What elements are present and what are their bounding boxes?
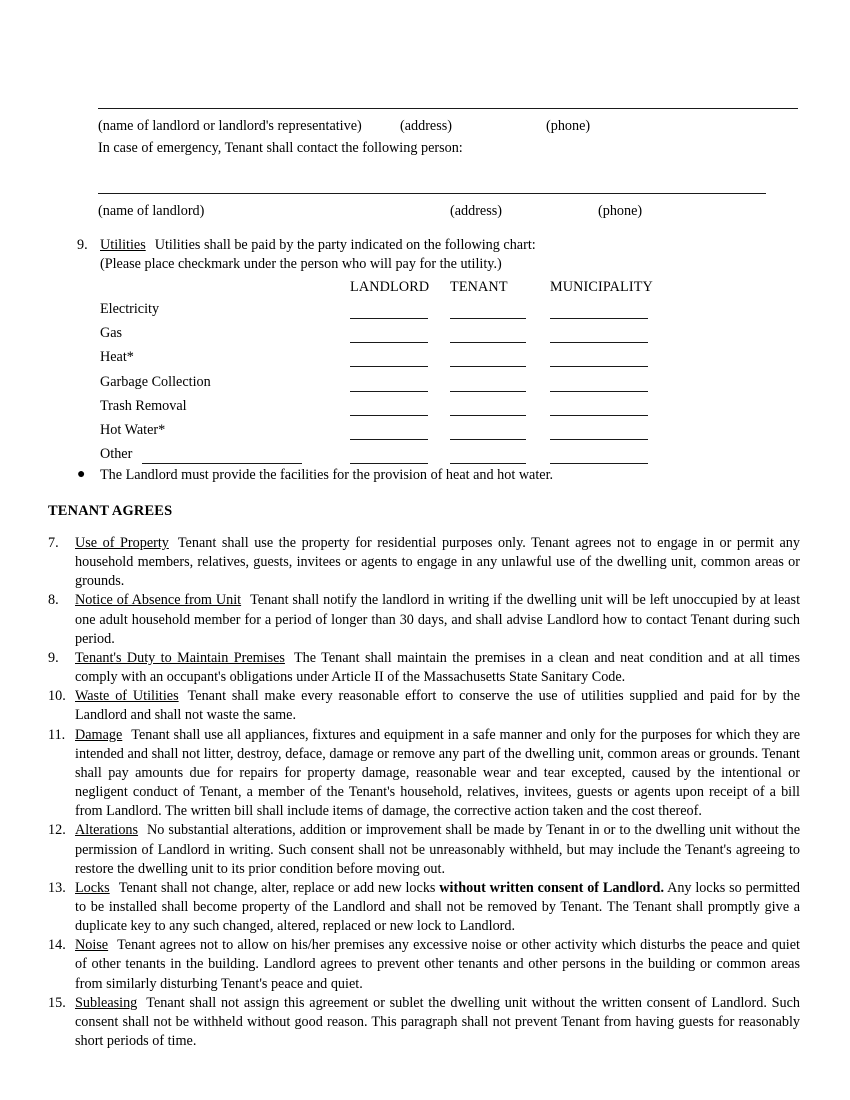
- utility-blank-municipality[interactable]: [550, 342, 648, 343]
- utility-blank-municipality[interactable]: [550, 366, 648, 367]
- clause-title: Noise: [75, 937, 109, 954]
- clause-body-after-bold: Any locks so permitted to be installed shall become property of the Landlord and shall not be removed by Tenant. The Tenant shall promptly give a duplicate key to any such changed, altered, replaced or new lock to Landlord.: [75, 879, 800, 935]
- utilities-clause-number: 9.: [77, 237, 88, 253]
- clause-use-of-property: [48, 534, 800, 591]
- clause-number: 8.: [48, 592, 59, 609]
- clause-body: The Tenant shall maintain the premises in a clean and neat condition and at all times comply with an occupant's obligations under Article II of the Massachusetts State Sanitary Code.: [75, 649, 800, 686]
- tenant-agrees-heading: TENANT AGREES: [48, 503, 173, 519]
- heat-facilities-bullet: [77, 467, 777, 484]
- utility-chart-header-row: [100, 279, 670, 301]
- clause-subleasing: [48, 994, 800, 1051]
- clause-alterations: [48, 821, 800, 878]
- clause-body: Tenant agrees not to allow on his/her premises any excessive noise or other activity which disturbs the peace and quiet of other tenants in the building. Landlord agrees to prevent other tenants and other persons in the building or common areas from similarly disturbing Tenant's peace and quiet.: [75, 937, 800, 992]
- clause-body-bold: without written consent of Landlord.: [439, 879, 664, 896]
- utility-label: Electricity: [100, 301, 160, 317]
- utility-row-garbage-collection: [100, 374, 670, 398]
- landlord-name-label: (name of landlord or landlord's representative): [98, 118, 362, 134]
- utility-blank-tenant[interactable]: [450, 391, 526, 392]
- utility-blank-landlord[interactable]: [350, 463, 428, 464]
- utility-other-name-blank[interactable]: [142, 463, 302, 464]
- clause-body: Tenant shall not assign this agreement or sublet the dwelling unit without the written consent of Landlord. Such consent shall not be withheld without good reason. This paragraph shall not prevent Tenant from having guests for reasonably short periods of time.: [75, 994, 800, 1050]
- utility-blank-tenant[interactable]: [450, 439, 526, 440]
- utility-label: Trash Removal: [100, 397, 187, 414]
- utilities-clause-title: Utilities: [100, 237, 146, 253]
- column-header-tenant: TENANT: [450, 279, 508, 295]
- clause-body: Tenant shall make every reasonable effort to conserve the use of utilities supplied and paid for by the Landlord and shall not waste the same.: [75, 688, 801, 724]
- utility-label: Other: [100, 446, 133, 463]
- clause-notice-of-absence-from-unit: [48, 591, 800, 648]
- utility-blank-landlord[interactable]: [350, 415, 428, 416]
- clause-number: 14.: [48, 937, 66, 954]
- clause-title: Alterations: [75, 822, 139, 839]
- emergency-address-label: (address): [450, 203, 502, 219]
- clause-body-before-bold: Tenant shall not change, alter, replace or add new locks: [118, 879, 440, 896]
- utilities-checkmark-instruction: (Please place checkmark under the person who will pay for the utility.): [100, 256, 502, 273]
- clause-damage: [48, 726, 800, 822]
- utility-blank-municipality[interactable]: [550, 415, 648, 416]
- clause-number: 10.: [48, 688, 66, 705]
- column-header-landlord: LANDLORD: [350, 279, 430, 295]
- utility-row-electricity: [100, 301, 670, 325]
- column-header-municipality: MUNICIPALITY: [550, 279, 653, 295]
- clause-number: 13.: [48, 879, 66, 896]
- heat-facilities-bullet-text: The Landlord must provide the facilities for the provision of heat and hot water.: [100, 467, 554, 483]
- landlord-phone-label: (phone): [546, 118, 591, 134]
- utilities-clause-intro-text: Utilities shall be paid by the party indicated on the following chart:: [154, 237, 536, 253]
- clause-number: 7.: [48, 535, 59, 551]
- clause-number: 15.: [48, 994, 66, 1011]
- clause-number: 9.: [48, 649, 59, 666]
- clause-title: Subleasing: [75, 994, 138, 1011]
- clause-locks: [48, 879, 800, 936]
- utility-blank-tenant[interactable]: [450, 318, 526, 319]
- clause-number: 11.: [48, 726, 66, 743]
- utility-blank-landlord[interactable]: [350, 366, 428, 367]
- clause-body: Tenant shall use the property for residential purposes only. Tenant agrees not to engage in or permit any household members, relatives, guests, invitees or agents to engage in any unlawful use of the dwelling unit, common areas or grounds.: [75, 535, 800, 590]
- utility-blank-landlord[interactable]: [350, 391, 428, 392]
- utility-label: Gas: [100, 325, 123, 342]
- utility-blank-landlord[interactable]: [350, 318, 428, 319]
- emergency-name-label: (name of landlord): [98, 203, 205, 219]
- clause-title: Damage: [75, 726, 123, 743]
- emergency-phone-label: (phone): [598, 203, 643, 219]
- utility-blank-municipality[interactable]: [550, 439, 648, 440]
- utility-label: Hot Water*: [100, 421, 166, 438]
- tenant-agrees-clause-list: [48, 534, 800, 1051]
- utility-row-heat: [100, 349, 670, 373]
- clause-body: Tenant shall use all appliances, fixtures and equipment in a safe manner and only for the purposes for which they are intended and shall not litter, destroy, deface, damage or remove any part of the dwelling unit, common areas or grounds. Tenant shall pay amounts due for repairs for property damage, reasonable wear and tear excepted, caused by the intentional or negligent conduct of Tenant, a member of the Tenant's household, relatives, invitees, guests or agents upon receipt of a bill from Landlord. The written bill shall include items of damage, the corrective action taken and the cost thereof.: [75, 726, 800, 820]
- utility-row-gas: [100, 325, 670, 349]
- utility-payer-chart: [100, 279, 670, 470]
- clause-body: Tenant shall notify the landlord in writing if the dwelling unit will be left unoccupied by at least one adult household member for a period of longer than 30 days, and shall advise Landlord how to contact Tenant during such period.: [75, 592, 801, 647]
- bullet-icon: ●: [77, 467, 86, 482]
- utility-label: Heat*: [100, 349, 134, 366]
- clause-title: Notice of Absence from Unit: [75, 592, 242, 609]
- utilities-clause-line: [77, 236, 777, 255]
- landlord-signature-rule-2: [98, 193, 766, 194]
- clause-noise: [48, 936, 800, 993]
- utility-blank-tenant[interactable]: [450, 415, 526, 416]
- utility-blank-municipality[interactable]: [550, 318, 648, 319]
- utility-row-hot-water: [100, 422, 670, 446]
- clause-title: Use of Property: [75, 535, 169, 551]
- clause-body: No substantial alterations, addition or improvement shall be made by Tenant in or to the dwelling unit without the permission of Landlord in writing. Such consent shall not be unreasonably withheld, but may include the Tenant's agreeing to restore the dwelling unit to its prior condition before moving out.: [75, 822, 800, 877]
- utility-blank-tenant[interactable]: [450, 342, 526, 343]
- utility-blank-tenant[interactable]: [450, 463, 526, 464]
- utility-blank-municipality[interactable]: [550, 463, 648, 464]
- clause-title: Locks: [75, 879, 110, 896]
- clause-tenants-duty-to-maintain-premises: [48, 649, 800, 687]
- clause-title: Waste of Utilities: [75, 688, 179, 705]
- utility-blank-tenant[interactable]: [450, 366, 526, 367]
- emergency-contact-instruction: In case of emergency, Tenant shall contact the following person:: [98, 140, 463, 156]
- landlord-address-label: (address): [400, 118, 452, 134]
- utility-row-trash-removal: [100, 398, 670, 422]
- clause-number: 12.: [48, 822, 66, 839]
- utility-label: Garbage Collection: [100, 373, 211, 390]
- landlord-signature-rule-1: [98, 108, 798, 109]
- utilities-section: [77, 236, 777, 274]
- utility-blank-landlord[interactable]: [350, 342, 428, 343]
- utility-blank-municipality[interactable]: [550, 391, 648, 392]
- clause-waste-of-utilities: [48, 687, 800, 725]
- clause-title: Tenant's Duty to Maintain Premises: [75, 649, 285, 666]
- utility-blank-landlord[interactable]: [350, 439, 428, 440]
